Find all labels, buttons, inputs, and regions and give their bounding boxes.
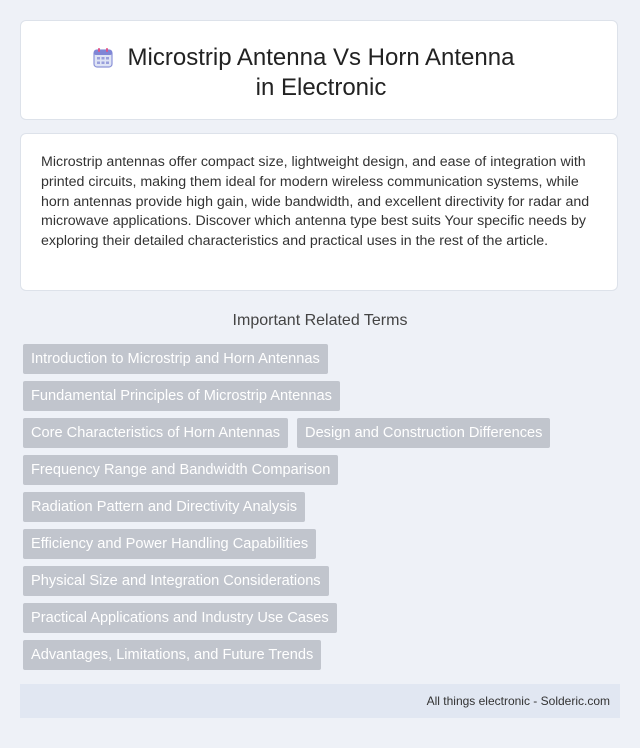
footer — [20, 684, 620, 718]
tag-row — [23, 640, 623, 670]
tag-row — [23, 344, 623, 374]
related-terms-list — [23, 344, 623, 677]
term-tag[interactable]: Frequency Range and Bandwidth Comparison — [23, 455, 338, 485]
term-tag[interactable]: Efficiency and Power Handling Capabilities — [23, 529, 316, 559]
term-tag[interactable]: Design and Construction Differences — [297, 418, 550, 448]
tag-row — [23, 418, 623, 448]
term-tag[interactable]: Radiation Pattern and Directivity Analysis — [23, 492, 305, 522]
related-terms-heading: Important Related Terms — [232, 312, 408, 329]
calendar-icon — [92, 47, 114, 69]
tag-row — [23, 603, 623, 633]
intro-card — [20, 133, 618, 291]
footer-text: All things electronic - Solderic.com — [426, 694, 610, 708]
tag-row — [23, 455, 623, 485]
tag-row — [23, 492, 623, 522]
term-tag[interactable]: Fundamental Principles of Microstrip Antennas — [23, 381, 340, 411]
term-tag[interactable]: Advantages, Limitations, and Future Trends — [23, 640, 321, 670]
tag-row — [23, 566, 623, 596]
title-card — [20, 20, 618, 120]
term-tag[interactable]: Physical Size and Integration Considerations — [23, 566, 329, 596]
tag-row — [23, 529, 623, 559]
tag-row — [23, 381, 623, 411]
term-tag[interactable]: Introduction to Microstrip and Horn Antennas — [23, 344, 328, 374]
page-title: Microstrip Antenna Vs Horn Antenna in Electronic — [127, 44, 515, 101]
intro-text: Microstrip antennas offer compact size, lightweight design, and ease of integration with printed circuits, making them ideal for modern wireless communication systems, while horn antennas provide high gain, wide bandwidth, and excellent directivity for radar and microwave applications. Discover which antenna type best suits Your specific needs by exploring their detailed characteristics and practical uses in the rest of the article. — [41, 154, 590, 250]
term-tag[interactable]: Core Characteristics of Horn Antennas — [23, 418, 288, 448]
term-tag[interactable]: Practical Applications and Industry Use Cases — [23, 603, 337, 633]
